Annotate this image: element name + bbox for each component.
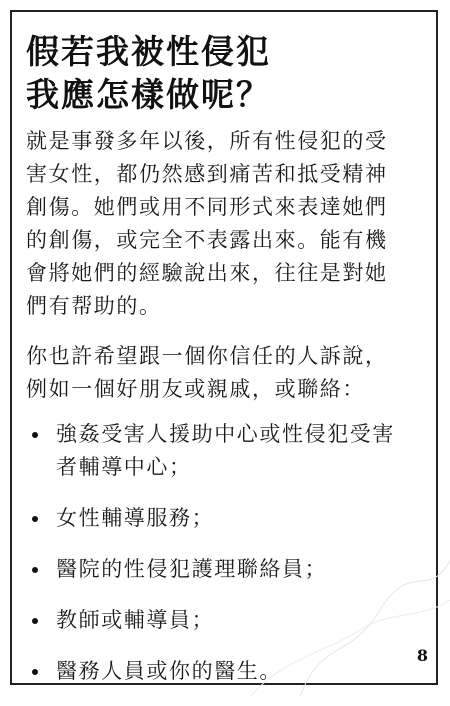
contact-intro-paragraph	[26, 340, 422, 406]
bullet-icon	[32, 669, 38, 675]
list-item-line: 女性輔導服務；	[56, 506, 215, 530]
paragraph-line: 例如一個好朋友或親戚，或聯絡：	[26, 377, 365, 401]
list-item-line: 醫務人員或你的醫生。	[56, 659, 282, 683]
bullet-icon	[32, 432, 38, 438]
list-item-line: 者輔導中心；	[56, 455, 192, 479]
list-item-line: 醫院的性侵犯護理聯絡員；	[56, 557, 328, 581]
page-title-line-2: 我應怎樣做呢？	[26, 75, 271, 114]
paragraph-line: 你也許希望跟一個你信任的人訴說，	[26, 344, 388, 368]
paragraph-line: 會將她們的經驗說出來，往往是對她	[26, 261, 388, 285]
paragraph-line: 害女性，都仍然感到痛苦和抵受精神	[26, 162, 388, 186]
paragraph-line: 們有帮助的。	[26, 294, 162, 318]
intro-paragraph	[26, 125, 422, 323]
bullet-icon	[32, 567, 38, 573]
paragraph-line: 就是事發多年以後，所有性侵犯的受	[26, 129, 388, 153]
page-number: 8	[416, 646, 428, 665]
paragraph-line: 的創傷，或完全不表露出來。能有機	[26, 228, 388, 252]
list-item-line: 教師或輔導員；	[56, 608, 215, 632]
list-item-line: 強姦受害人援助中心或性侵犯受害	[56, 422, 395, 446]
list-item	[26, 418, 426, 484]
page-title	[26, 30, 271, 116]
list-item	[26, 502, 426, 535]
page-title-line-1: 假若我被性侵犯	[26, 32, 271, 71]
list-item	[26, 655, 426, 688]
list-item	[26, 604, 426, 637]
contact-list	[26, 418, 426, 706]
bullet-icon	[32, 618, 38, 624]
paragraph-line: 創傷。她們或用不同形式來表達她們	[26, 195, 388, 219]
list-item	[26, 553, 426, 586]
bullet-icon	[32, 516, 38, 522]
